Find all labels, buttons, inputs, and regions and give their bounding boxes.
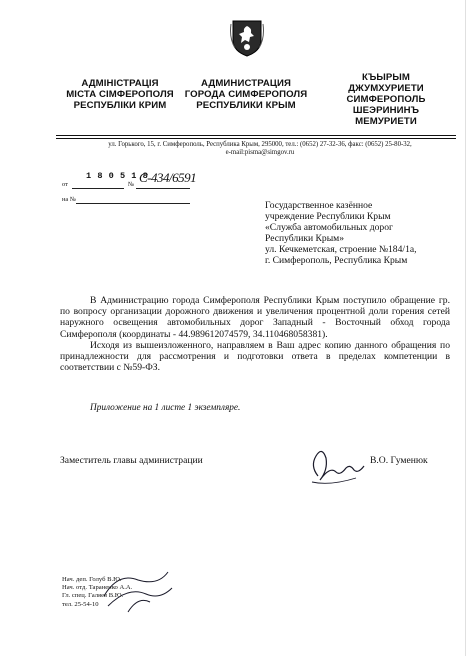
page-edge [465, 0, 466, 656]
signatory-name: В.О. Гуменюк [370, 455, 428, 466]
header-russian [182, 78, 310, 111]
reference-label: на № [62, 196, 76, 203]
executors-block [62, 576, 132, 609]
header-line: МЕМУРИЕТИ [355, 116, 417, 127]
executor-line: Гл. спец. Галяев В.Ю. [62, 592, 124, 600]
registration-stamp: 1 8 0 5 1 8 [86, 171, 149, 181]
header-line: РЕСПУБЛІКИ КРИМ [73, 100, 167, 111]
crimea-coat-of-arms-icon [230, 18, 264, 58]
executor-line: Нач. отд. Тараненко А.А. [62, 584, 133, 592]
number-label: № [128, 181, 135, 188]
contact-email: e-mail:pisma@simgov.ru [225, 149, 295, 156]
header-line: АДМИНИСТРАЦИЯ [201, 78, 291, 89]
addressee-line: Государственное казённое [265, 200, 373, 211]
addressee-line: «Служба автомобильных дорог [265, 222, 393, 233]
addressee-line: учреждение Республики Крым [265, 211, 391, 222]
header-line: ДЖУМХУРИЕТИ [348, 83, 424, 94]
header-line: АДМІНІСТРАЦІЯ [81, 78, 159, 89]
addressee-block [265, 200, 455, 266]
executor-phone: тел. 25-54-10 [62, 600, 99, 608]
header-line: МІСТА СІМФЕРОПОЛЯ [66, 89, 174, 100]
header-line: КЪЫРЫМ [362, 72, 410, 83]
number-line [136, 188, 190, 189]
header-line: РЕСПУБЛИКИ КРЫМ [196, 100, 296, 111]
header-line: ШЕЭРИНИНЪ [352, 105, 420, 116]
executor-line: Нач. деп. Голуб В.Ю. [62, 576, 122, 583]
addressee-line: ул. Кечкеметская, строение №184/1а, [265, 244, 417, 255]
header-divider-thin [56, 138, 456, 139]
header-divider [56, 135, 456, 136]
addressee-line: Республики Крым» [265, 233, 345, 244]
handwritten-signature [300, 436, 372, 496]
contact-info [70, 141, 450, 157]
signatory-position: Заместитель главы администрации [60, 455, 203, 466]
handwritten-number: С-434/6591 [139, 170, 197, 185]
appendix-note: Приложение на 1 листе 1 экземпляре. [90, 403, 241, 413]
header-crimean-tatar [330, 72, 442, 127]
addressee-line: г. Симферополь, Республика Крым [265, 255, 408, 266]
header-ukrainian [60, 78, 180, 111]
header-line: СИМФЕРОПОЛЬ [346, 94, 426, 105]
date-line [72, 188, 124, 189]
contact-line: ул. Горького, 15, г. Симферополь, Республика Крым, 295000, тел.: (0652) 27-32-36, факс: (0652) 25-80-32, [108, 141, 412, 148]
reference-line [76, 203, 190, 204]
header-line: ГОРОДА СИМФЕРОПОЛЯ [184, 89, 308, 100]
body-paragraph: В Администрацию города Симферополя Республики Крым поступило обращение гр. по вопросу организации дорожного движения и увеличения процентной доли горения сетей наружного освещения автомобильных дорог Западный - Восточный обход города Симферополя (координаты - 44.989612074579, 34.110468058381). [60, 295, 450, 340]
body-paragraph: Исходя из вышеизложенного, направляем в Ваш адрес копию данного обращения по принадлежности для рассмотрения и подготовки ответа в пределах компетенции в соответствии с №59-ФЗ. [60, 339, 450, 374]
date-label: от [62, 181, 68, 188]
letter-body [60, 295, 450, 373]
